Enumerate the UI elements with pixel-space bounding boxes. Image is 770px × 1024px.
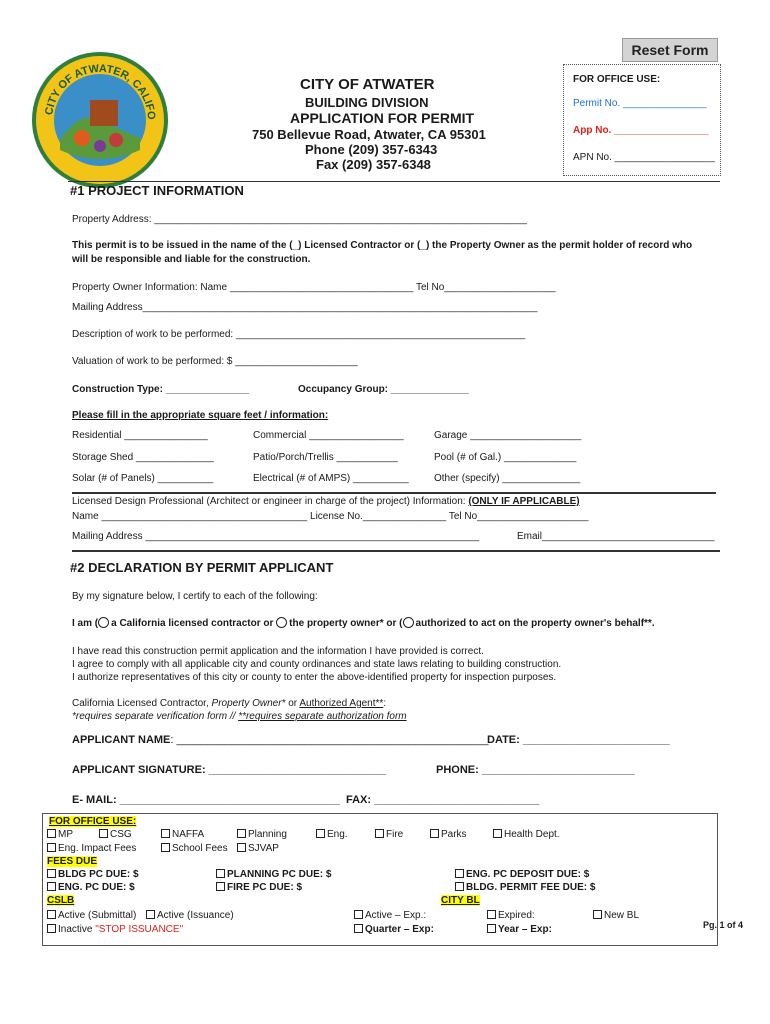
health-box[interactable] (493, 829, 502, 838)
section2-top-rule (72, 550, 720, 552)
naffa-checkbox[interactable] (161, 829, 204, 840)
sjvap-box[interactable] (237, 843, 246, 852)
certify-text: By my signature below, I certify to each of the following: (72, 591, 318, 602)
verification-text: *requires separate verification form // (72, 711, 239, 722)
occupancy-group-field[interactable]: Occupancy Group: ______________ (298, 384, 469, 395)
header-city: CITY OF ATWATER (300, 76, 435, 93)
eng-impact-label: Eng. Impact Fees (58, 843, 137, 854)
phone-field[interactable]: PHONE: _________________________ (436, 764, 635, 776)
city-bl-label: CITY BL (441, 895, 480, 906)
design-mailing-field[interactable]: Mailing Address ____________________________________________________________ (72, 531, 480, 542)
applicant-name-line: : ___________________________________________________ (170, 734, 489, 746)
header-division: BUILDING DIVISION (305, 95, 429, 110)
cslb-label: CSLB (47, 895, 75, 906)
bldg-pc-box[interactable] (47, 869, 56, 878)
stop-issuance-label: "STOP ISSUANCE" (95, 924, 184, 935)
quarter-exp-box[interactable] (354, 924, 363, 933)
authorization-text: **requires separate authorization form (238, 711, 407, 722)
email-field[interactable]: E- MAIL: ____________________________________ (72, 794, 340, 806)
mailing-address-field[interactable]: Mailing Address_______________________________________________________________________ (72, 302, 538, 313)
parks-box[interactable] (430, 829, 439, 838)
eng-checkbox[interactable] (316, 829, 348, 840)
applicant-name-label: APPLICANT NAME (72, 734, 171, 746)
bldg-permit-checkbox[interactable] (455, 882, 595, 893)
reset-form-label: Reset Form (631, 42, 709, 58)
pool-field[interactable]: Pool (# of Gal.) _____________ (434, 452, 577, 463)
design-pro-label (72, 496, 580, 507)
fire-box[interactable] (375, 829, 384, 838)
active-issuance-checkbox[interactable] (146, 910, 234, 921)
page-number: Pg. 1 of 4 (703, 920, 744, 930)
read-statement-3: I authorize representatives of this city or county to enter the above-identified property for inspection purposes. (72, 672, 557, 683)
csg-box[interactable] (99, 829, 108, 838)
active-issuance-box[interactable] (146, 910, 155, 919)
description-field[interactable]: Description of work to be performed: ____________________________________________________ (72, 329, 526, 340)
naffa-box[interactable] (161, 829, 170, 838)
planning-pc-label: PLANNING PC DUE: $ (227, 869, 332, 880)
expired-box[interactable] (487, 910, 496, 919)
mp-checkbox[interactable] (47, 829, 73, 840)
design-pro-text: Licensed Design Professional (Architect or engineer in charge of the project) Information: (72, 496, 469, 507)
new-bl-label: New BL (604, 910, 640, 921)
permit-holder-text-2: will be responsible and liable for the construction. (72, 254, 311, 265)
ca-contractor-text: California Licensed Contractor, (72, 698, 212, 709)
i-am-line (72, 617, 655, 629)
or-text: or (285, 698, 300, 709)
eng-deposit-checkbox[interactable] (455, 869, 589, 880)
school-fees-checkbox[interactable] (161, 843, 228, 854)
owner-radio[interactable] (276, 617, 287, 628)
other-field[interactable]: Other (specify) ______________ (434, 473, 581, 484)
bldg-permit-label: BLDG. PERMIT FEE DUE: $ (466, 882, 596, 893)
signer-type-line (72, 698, 386, 709)
svg-text:CITY OF ATWATER, CALIFORNIA: CITY OF ATWATER, CALIFO (43, 62, 158, 121)
year-exp-checkbox[interactable] (487, 924, 552, 935)
eng-label: Eng. (327, 829, 348, 840)
fire-label: Fire (386, 829, 404, 840)
applicant-signature-field[interactable]: APPLICANT SIGNATURE: _____________________________ (72, 764, 387, 776)
mp-label: MP (58, 829, 73, 840)
storage-shed-field[interactable]: Storage Shed ______________ (72, 452, 214, 463)
read-statement-1: I have read this construction permit application and the information I have provided is correct. (72, 646, 484, 657)
office-use-title: FOR OFFICE USE: (573, 74, 661, 85)
section1-heading: #1 PROJECT INFORMATION (70, 183, 244, 198)
health-label: Health Dept. (504, 829, 560, 840)
planning-label: Planning (248, 829, 287, 840)
agent-label: authorized to act on the property owner's behalf**. (415, 618, 655, 629)
valuation-field[interactable]: Valuation of work to be performed: $ ______________________ (72, 356, 358, 367)
verification-line (72, 711, 407, 722)
sqft-heading: Please fill in the appropriate square feet / information: (72, 410, 329, 421)
electrical-field[interactable]: Electrical (# of AMPS) __________ (253, 473, 409, 484)
applicant-name-field[interactable] (72, 734, 489, 746)
inactive-checkbox[interactable] (47, 924, 183, 935)
sjvap-checkbox[interactable] (237, 843, 279, 854)
year-exp-box[interactable] (487, 924, 496, 933)
date-field[interactable]: DATE: ________________________ (487, 734, 670, 746)
contractor-label: a California licensed contractor or (111, 618, 277, 629)
inactive-box[interactable] (47, 924, 56, 933)
header-application: APPLICATION FOR PERMIT (290, 110, 475, 126)
city-seal-logo (30, 50, 170, 190)
design-name-field[interactable]: Name _____________________________________ License No._______________ Tel No____________________ (72, 511, 589, 522)
commercial-field[interactable]: Commercial _________________ (253, 430, 404, 441)
garage-field[interactable]: Garage ____________________ (434, 430, 582, 441)
i-am-label: I am ( (72, 618, 99, 629)
header-fax: Fax (209) 357-6348 (316, 157, 431, 172)
eng-impact-checkbox[interactable] (47, 843, 136, 854)
eng-impact-box[interactable] (47, 843, 56, 852)
expired-label: Expired: (498, 910, 535, 921)
eng-deposit-box[interactable] (455, 869, 464, 878)
header-phone: Phone (209) 357-6343 (305, 142, 438, 157)
planning-pc-checkbox[interactable] (216, 869, 331, 880)
eng-deposit-label: ENG. PC DEPOSIT DUE: $ (466, 869, 590, 880)
section1-top-rule (68, 181, 720, 182)
bldg-permit-box[interactable] (455, 882, 464, 891)
app-no-field[interactable]: App No. _________________ (573, 125, 709, 136)
planning-box[interactable] (237, 829, 246, 838)
active-submittal-checkbox[interactable] (47, 910, 136, 921)
active-issuance-label: Active (Issuance) (157, 910, 234, 921)
fire-pc-box[interactable] (216, 882, 225, 891)
fire-checkbox[interactable] (375, 829, 403, 840)
colon-text: : (383, 698, 387, 709)
apn-no-field[interactable]: APN No. __________________ (573, 152, 715, 163)
planning-pc-box[interactable] (216, 869, 225, 878)
active-submittal-label: Active (Submittal) (58, 910, 137, 921)
design-email-field[interactable]: Email_______________________________ (517, 531, 715, 542)
solar-field[interactable]: Solar (# of Panels) __________ (72, 473, 214, 484)
active-exp-box[interactable] (354, 910, 363, 919)
permit-holder-text: This permit is to be issued in the name of the (_) Licensed Contractor or (_) the Property Owner as the permit holder of record who (72, 240, 693, 251)
csg-checkbox[interactable] (99, 829, 132, 840)
eng-pc-checkbox[interactable] (47, 882, 135, 893)
property-address-field[interactable]: Property Address: ___________________________________________________________________ (72, 214, 527, 225)
reset-form-button[interactable] (622, 38, 718, 62)
active-exp-label: Active – Exp.: (365, 910, 427, 921)
construction-type-field[interactable]: Construction Type: _______________ (72, 384, 250, 395)
school-fees-box[interactable] (161, 843, 170, 852)
contractor-radio[interactable] (98, 617, 109, 628)
bldg-pc-checkbox[interactable] (47, 869, 139, 880)
read-statement-2: I agree to comply with all applicable city and county ordinances and state laws relating to building construction. (72, 659, 562, 670)
header-address: 750 Bellevue Road, Atwater, CA 95301 (252, 127, 486, 142)
eng-box[interactable] (316, 829, 325, 838)
planning-checkbox[interactable] (237, 829, 287, 840)
office-use-bottom-title: FOR OFFICE USE: (49, 816, 137, 827)
new-bl-checkbox[interactable] (593, 910, 639, 921)
bldg-pc-label: BLDG PC DUE: $ (58, 869, 139, 880)
eng-pc-label: ENG. PC DUE: $ (58, 882, 135, 893)
fax-field[interactable]: FAX: ___________________________ (346, 794, 540, 806)
owner-info-field[interactable]: Property Owner Information: Name _________________________________ Tel No____________________ (72, 282, 556, 293)
csg-label: CSG (110, 829, 132, 840)
design-pro-applicable: (ONLY IF APPLICABLE) (468, 496, 580, 507)
fire-pc-label: FIRE PC DUE: $ (227, 882, 303, 893)
active-exp-checkbox[interactable] (354, 910, 426, 921)
residential-field[interactable]: Residential _______________ (72, 430, 208, 441)
authorized-agent-text: Authorized Agent** (299, 698, 384, 709)
owner-label: the property owner* or ( (289, 618, 403, 629)
health-checkbox[interactable] (493, 829, 560, 840)
parks-label: Parks (441, 829, 467, 840)
permit-no-field[interactable]: Permit No. _______________ (573, 98, 707, 109)
agent-radio[interactable] (403, 617, 414, 628)
fees-due-label: FEES DUE (47, 856, 98, 867)
inactive-label: Inactive (58, 924, 96, 935)
section2-heading: #2 DECLARATION BY PERMIT APPLICANT (70, 560, 334, 575)
eng-pc-box[interactable] (47, 882, 56, 891)
fire-pc-checkbox[interactable] (216, 882, 302, 893)
expired-checkbox[interactable] (487, 910, 535, 921)
quarter-exp-label: Quarter – Exp: (365, 924, 434, 935)
active-submittal-box[interactable] (47, 910, 56, 919)
new-bl-box[interactable] (593, 910, 602, 919)
mp-box[interactable] (47, 829, 56, 838)
design-pro-rule (72, 492, 716, 494)
naffa-label: NAFFA (172, 829, 205, 840)
sjvap-label: SJVAP (248, 843, 279, 854)
patio-field[interactable]: Patio/Porch/Trellis ___________ (253, 452, 398, 463)
year-exp-label: Year – Exp: (498, 924, 552, 935)
quarter-exp-checkbox[interactable] (354, 924, 434, 935)
school-fees-label: School Fees (172, 843, 228, 854)
property-owner-text: Property Owner* (211, 698, 286, 709)
parks-checkbox[interactable] (430, 829, 467, 840)
